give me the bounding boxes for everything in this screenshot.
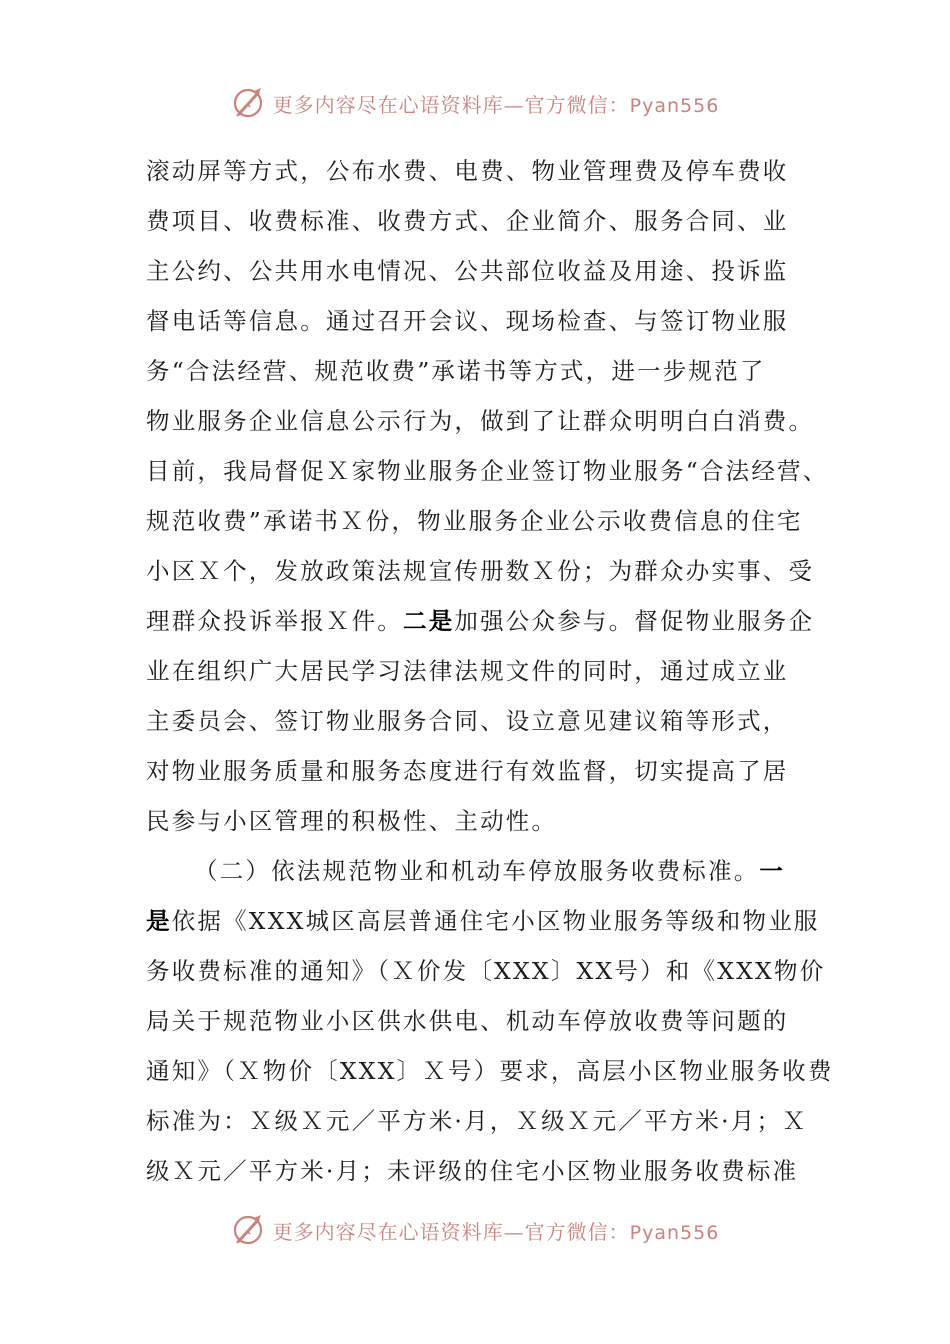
text-line — [146, 146, 846, 196]
text-line — [146, 896, 846, 946]
text-line — [146, 496, 846, 546]
text-segment: 级Ｘ元／平方米·月；未评级的住宅小区物业服务收费标准 — [146, 1157, 799, 1185]
pen-circle-logo-icon — [231, 1213, 265, 1247]
text-segment: 业在组织广大居民学习法律法规文件的同时，通过成立业 — [146, 657, 789, 685]
text-segment: 目前，我局督促Ｘ家物业服务企业签订物业服务“合法经营、 — [146, 457, 829, 485]
text-segment: 主委员会、签订物业服务合同、设立意见建议箱等形式， — [146, 707, 789, 735]
text-segment: 标准为：Ｘ级Ｘ元／平方米·月，Ｘ级Ｘ元／平方米·月；Ｘ — [146, 1107, 808, 1135]
text-segment: 规范收费”承诺书Ｘ份，物业服务企业公示收费信息的住宅 — [146, 507, 803, 535]
text-segment: 民参与小区管理的积极性、主动性。 — [146, 807, 558, 835]
text-segment: 通知》（Ｘ物价〔XXX〕Ｘ号）要求，高层小区物业服务收费 — [146, 1057, 834, 1085]
text-line — [146, 696, 846, 746]
text-segment: 加强公众参与。督促物业服务企 — [454, 607, 815, 635]
text-line — [146, 1146, 846, 1196]
text-segment: 督电话等信息。通过召开会议、现场检查、与签订物业服 — [146, 307, 789, 335]
bold-marker: 一 — [759, 857, 786, 885]
text-segment: 物业服务企业信息公示行为，做到了让群众明明白白消费。 — [146, 407, 815, 435]
text-segment: 小区Ｘ个，发放政策法规宣传册数Ｘ份；为群众办实事、受 — [146, 557, 815, 585]
watermark-id: Pyan556 — [629, 94, 720, 117]
text-line — [146, 846, 846, 896]
text-line — [146, 1096, 846, 1146]
watermark-text: 更多内容尽在心语资料库—官方微信：Pyan556 — [272, 1219, 720, 1244]
text-line — [146, 346, 846, 396]
text-segment: 费项目、收费标准、收费方式、企业简介、服务合同、业 — [146, 207, 789, 235]
text-line — [146, 546, 846, 596]
text-line — [146, 746, 846, 796]
text-line — [146, 596, 846, 646]
text-segment: （二）依法规范物业和机动车停放服务收费标准。 — [194, 857, 760, 885]
text-segment: 主公约、公共用水电情况、公共部位收益及用途、投诉监 — [146, 257, 789, 285]
text-line — [146, 646, 846, 696]
header-watermark — [0, 85, 950, 121]
text-line — [146, 396, 846, 446]
text-line — [146, 296, 846, 346]
text-segment: 滚动屏等方式，公布水费、电费、物业管理费及停车费收 — [146, 157, 789, 185]
footer-watermark — [0, 1212, 950, 1248]
text-segment: 务“合法经营、规范收费”承诺书等方式，进一步规范了 — [146, 357, 766, 385]
text-line — [146, 996, 846, 1046]
document-body — [146, 146, 846, 1196]
text-line — [146, 446, 846, 496]
text-line — [146, 196, 846, 246]
text-line — [146, 1046, 846, 1096]
text-segment: 对物业服务质量和服务态度进行有效监督，切实提高了居 — [146, 757, 789, 785]
text-line — [146, 946, 846, 996]
text-segment: 理群众投诉举报Ｘ件。 — [146, 607, 403, 635]
bold-marker: 二是 — [403, 607, 455, 635]
text-line — [146, 796, 846, 846]
watermark-text: 更多内容尽在心语资料库—官方微信：Pyan556 — [272, 92, 720, 117]
text-segment: 局关于规范物业小区供水供电、机动车停放收费等问题的 — [146, 1007, 789, 1035]
text-line — [146, 246, 846, 296]
bold-marker: 是 — [146, 907, 172, 935]
text-segment: 务收费标准的通知》（Ｘ价发〔XXX〕XX号）和《XXX物价 — [146, 957, 826, 985]
pen-circle-logo-icon — [231, 86, 265, 120]
text-segment: 依据《XXX城区高层普通住宅小区物业服务等级和物业服 — [171, 907, 820, 935]
watermark-id: Pyan556 — [629, 1221, 720, 1244]
